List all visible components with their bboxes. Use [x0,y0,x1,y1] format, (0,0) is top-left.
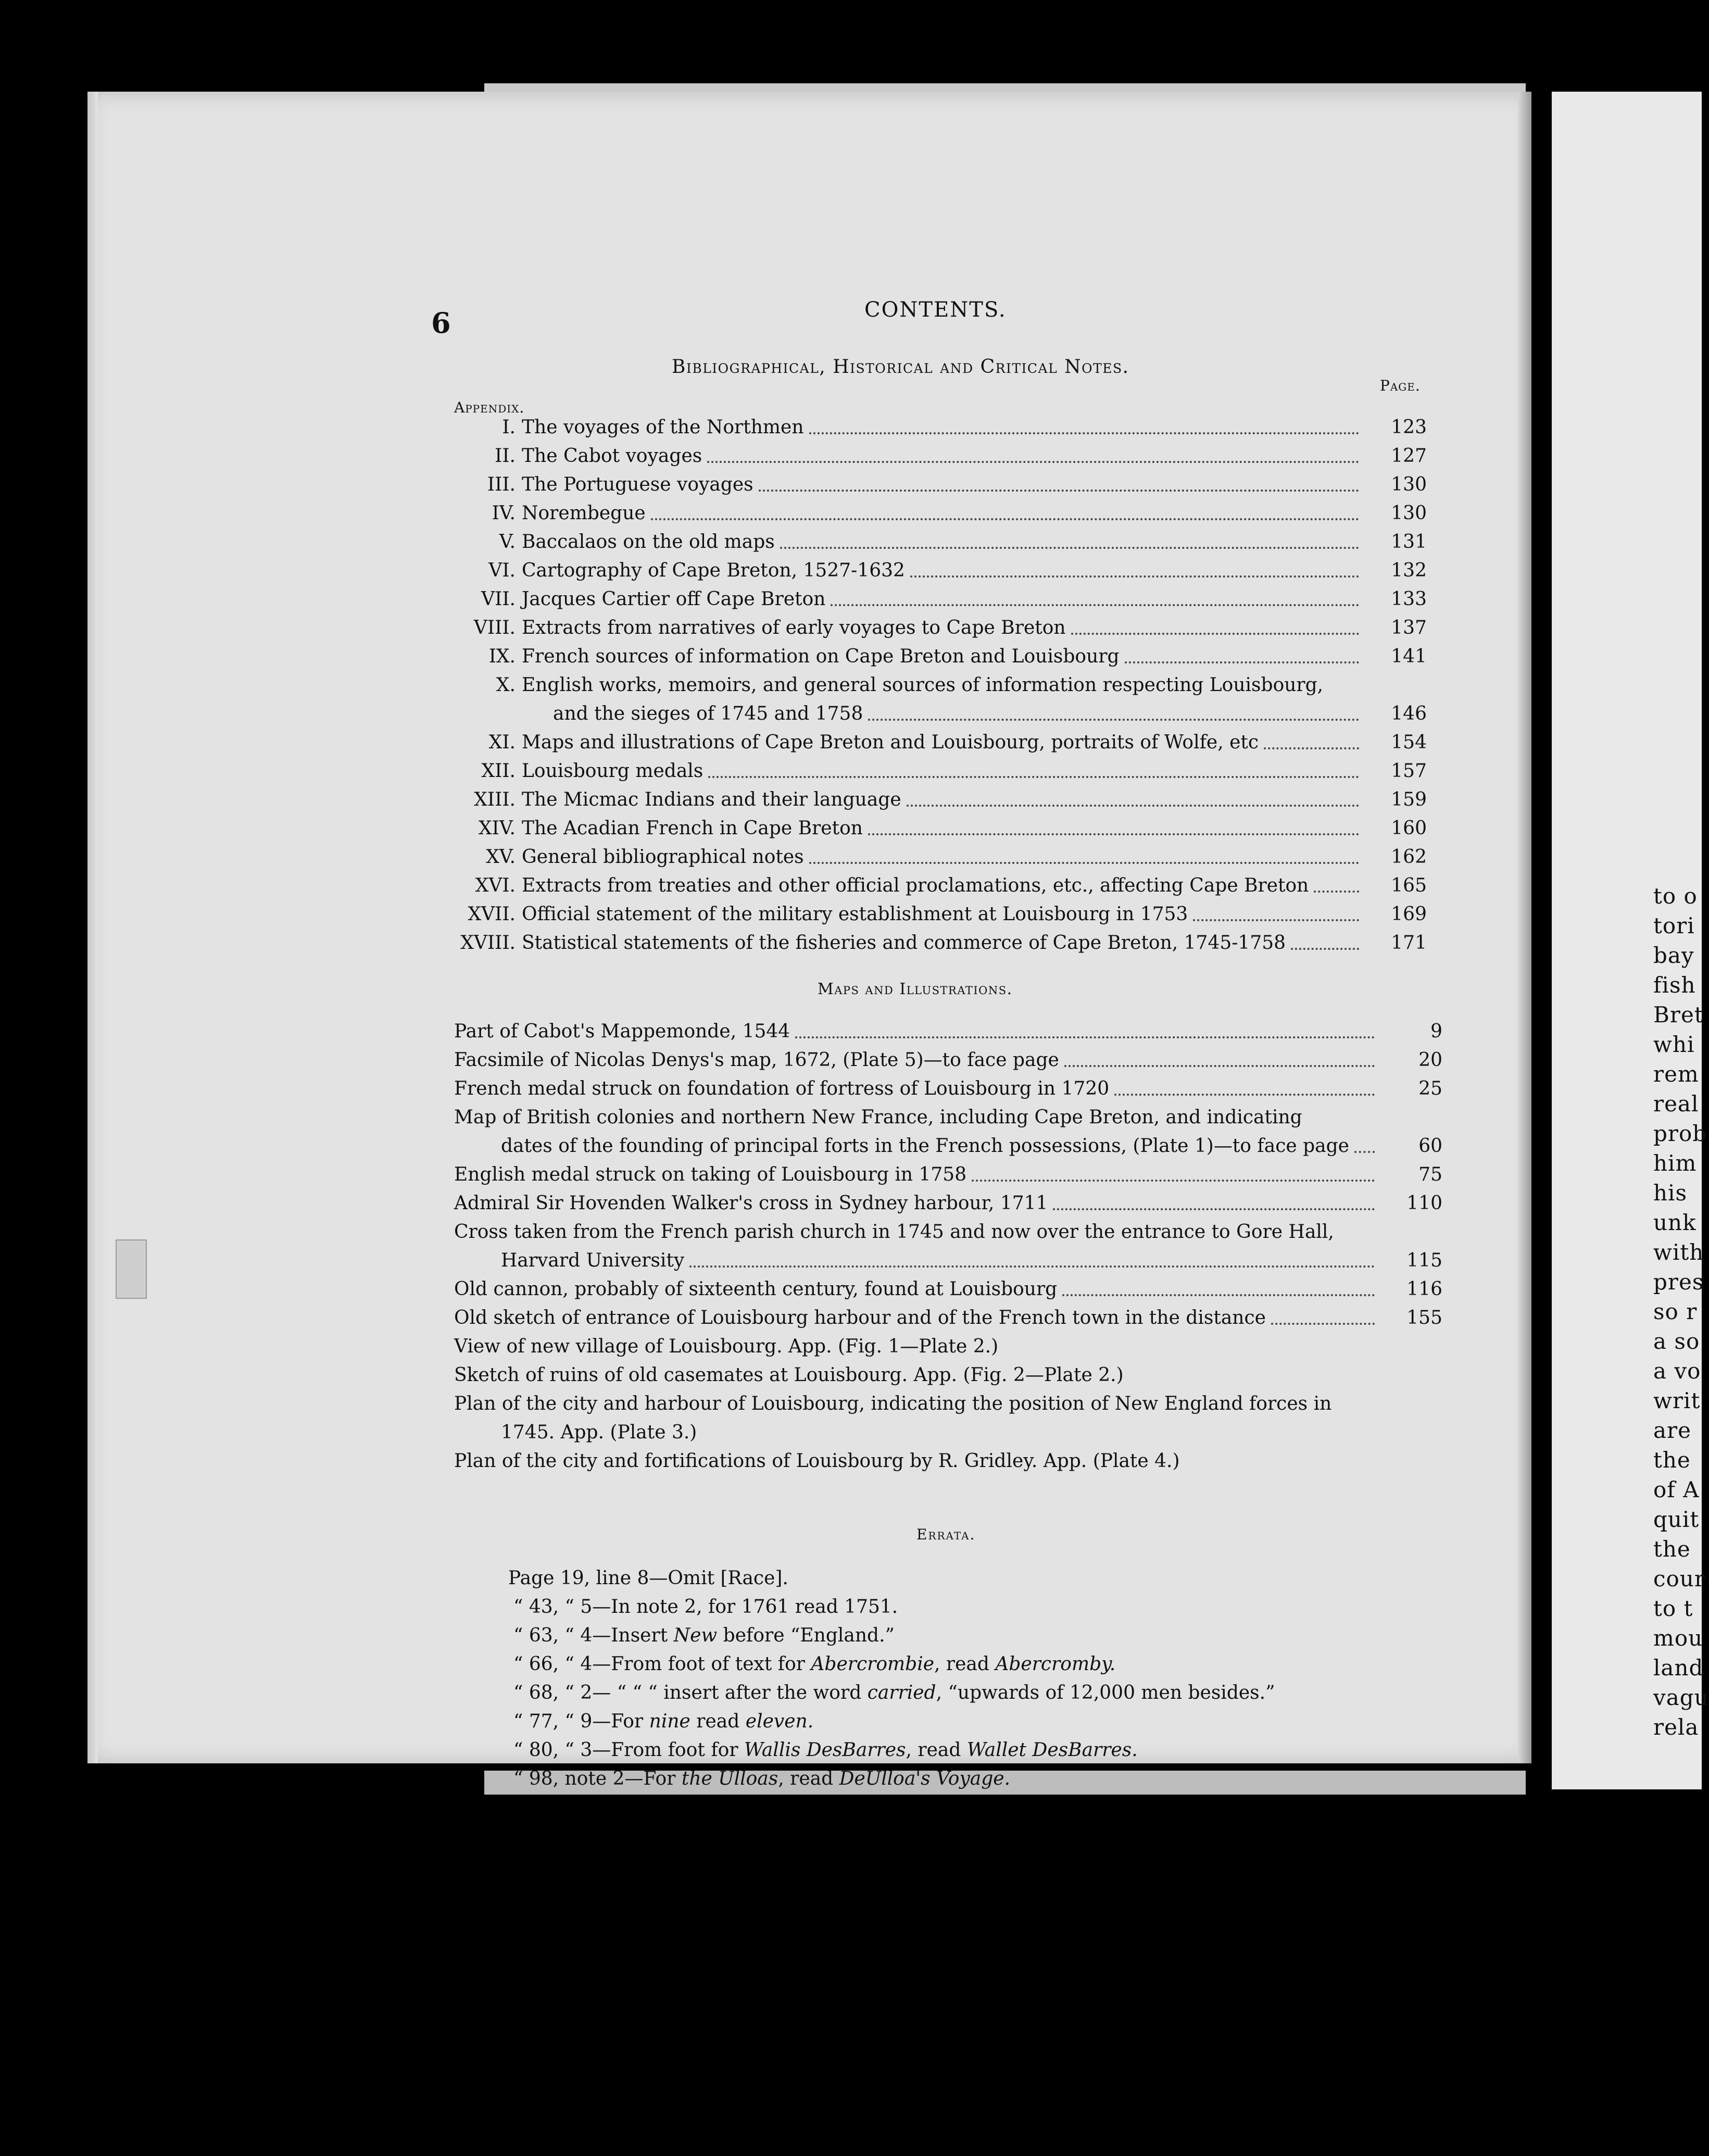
entry-title: Cartography of Cape Breton, 1527-1632 [522,560,905,581]
dot-leader [759,490,1359,492]
facing-text-line: a so [1653,1328,1700,1354]
contents-entry [468,904,1364,929]
dot-leader [809,862,1359,864]
entry-page-number: 141 [1391,646,1427,667]
errata-text: , read [778,1768,839,1789]
entry-title: Baccalaos on the old maps [522,531,775,553]
errata-entry [513,1625,895,1646]
dot-leader [1064,1065,1375,1067]
illustration-entry [454,1107,1380,1132]
illustration-page-number: 110 [1406,1193,1442,1214]
errata-entry [513,1711,813,1732]
entry-page-number: 146 [1391,703,1427,724]
errata-italic-text: New [673,1625,718,1646]
illustration-entry [454,1078,1380,1103]
errata-text: “ 77, “ 9—For [513,1711,649,1732]
dot-leader [651,518,1359,520]
entry-title: and the sieges of 1745 and 1758 [553,703,863,724]
entry-page-number: 137 [1391,617,1427,638]
entry-page-number: 123 [1391,417,1427,438]
dot-leader [1114,1094,1375,1096]
entry-page-number: 130 [1391,474,1427,495]
page-column-label: Page. [1380,377,1421,394]
dot-leader [1271,1323,1375,1325]
entry-title: Louisbourg medals [522,760,703,782]
facing-text-line: with [1653,1239,1704,1265]
facing-page [1552,92,1709,1789]
errata-text: “ 68, “ 2— “ “ “ insert after the word [513,1682,868,1703]
errata-text: Page 19, line 8—Omit [Race]. [508,1568,788,1589]
contents-entry [492,503,1364,528]
entry-page-number: 169 [1391,904,1427,925]
errata-italic-text: carried [867,1682,936,1703]
page-left-edge [87,92,98,1763]
illustration-title: Harvard University [501,1250,685,1271]
appendix-number: XIII. [474,789,516,810]
errata-text: “ 63, “ 4—Insert [513,1625,674,1646]
dot-leader [1291,948,1359,950]
errata-text: before “England.” [717,1625,895,1646]
facing-text-line: the [1653,1447,1691,1473]
illustration-entry [454,1336,1380,1361]
entry-page-number: 130 [1391,503,1427,524]
illustration-title: Plan of the city and harbour of Louisbourg, indicating the position of New England forces in [454,1393,1332,1414]
contents-entry [473,617,1364,642]
entry-page-number: 127 [1391,445,1427,467]
appendix-number: XVIII. [460,932,516,954]
appendix-number: XVII. [468,904,516,925]
errata-entry [513,1596,898,1618]
facing-text-line: quit [1653,1507,1700,1532]
illustration-page-number: 9 [1430,1021,1442,1042]
appendix-number: XII. [481,760,516,782]
contents-entry [488,732,1364,757]
appendix-number: XIV. [479,818,516,839]
facing-text-line: Bret [1653,1002,1704,1027]
dot-leader [1071,633,1359,635]
contents-entry [488,646,1364,671]
appendix-number: II. [495,445,516,467]
entry-title: Statistical statements of the fisheries and commerce of Cape Breton, 1745-1758 [522,932,1286,954]
contents-entry [487,474,1364,499]
dot-leader [910,575,1359,578]
appendix-number: XI. [488,732,516,753]
dot-leader [795,1036,1375,1038]
entry-title: The Acadian French in Cape Breton [522,818,863,839]
errata-italic-text: Abercromby. [995,1653,1116,1675]
errata-italic-text: the Ulloas [681,1768,778,1789]
illustration-page-number: 60 [1418,1135,1442,1157]
entry-title: Official statement of the military establishment at Louisbourg in 1753 [522,904,1188,925]
entry-page-number: 160 [1391,818,1427,839]
facing-text-line: prob [1653,1121,1707,1146]
illustration-entry [454,1221,1380,1246]
errata-text: “ 98, note 2—For [513,1768,682,1789]
illustration-title: French medal struck on foundation of fortress of Louisbourg in 1720 [454,1078,1110,1099]
dot-leader [1354,1151,1375,1153]
facing-text-line: land [1653,1655,1704,1681]
illustration-entry [454,1164,1380,1189]
entry-page-number: 154 [1391,732,1427,753]
appendix-number: VI. [488,560,516,581]
dot-leader [708,776,1359,778]
entry-page-number: 132 [1391,560,1427,581]
illustration-entry [454,1393,1380,1418]
entry-page-number: 159 [1391,789,1427,810]
entry-page-number: 165 [1391,875,1427,896]
facing-text-line: whi [1653,1032,1695,1057]
contents-entry [495,445,1364,470]
errata-entry [513,1682,1275,1703]
facing-text-line: the [1653,1536,1691,1562]
illustration-entry [454,1135,1380,1160]
errata-text: “ 80, “ 3—From foot for [513,1739,744,1761]
appendix-number: XVI. [475,875,516,896]
maps-section-heading: Maps and Illustrations. [818,980,1013,998]
contents-entry [488,560,1364,585]
illustration-page-number: 25 [1418,1078,1442,1099]
facing-text-line: real [1653,1091,1699,1117]
entry-page-number: 157 [1391,760,1427,782]
running-head: CONTENTS. [864,298,1007,322]
illustration-title: Cross taken from the French parish church in 1745 and now over the entrance to Gore Hall, [454,1221,1334,1243]
illustration-page-number: 75 [1418,1164,1442,1185]
illustration-title: Map of British colonies and northern New France, including Cape Breton, and indicating [454,1107,1302,1128]
facing-text-line: his [1653,1180,1688,1206]
dot-leader [809,432,1359,434]
facing-text-line: fish [1653,972,1696,998]
errata-italic-text: DeUlloa's Voyage. [839,1768,1011,1789]
facing-text-line: a vo [1653,1358,1701,1384]
facing-text-line: so r [1653,1299,1698,1324]
errata-italic-text: Abercrombie [811,1653,935,1675]
facing-text-line: rem [1653,1061,1699,1087]
dot-leader [1264,747,1359,749]
entry-title: Norembegue [522,503,646,524]
errata-heading: Errata. [916,1526,976,1543]
errata-italic-text: nine [649,1711,690,1732]
errata-entry [508,1568,788,1589]
facing-text-line: of A [1653,1477,1700,1502]
facing-text-line: to t [1653,1596,1693,1621]
facing-text-line: mou [1653,1625,1703,1651]
entry-title: The Cabot voyages [522,445,702,467]
illustration-title: Sketch of ruins of old casemates at Louisbourg. App. (Fig. 2—Plate 2.) [454,1364,1124,1386]
contents-entry [481,760,1364,785]
dot-leader [868,833,1359,835]
contents-entry [502,417,1364,442]
errata-text: , read [934,1653,996,1675]
illustration-entry [454,1422,1380,1447]
errata-text: read [690,1711,746,1732]
dot-leader [907,805,1359,807]
entry-title: The Portuguese voyages [522,474,753,495]
dot-leader [707,461,1359,463]
appendix-number: VII. [481,588,516,610]
errata-entry [513,1739,1138,1761]
page-gutter-shadow [1518,92,1531,1763]
illustration-title: Facsimile of Nicolas Denys's map, 1672, (Plate 5)—to face page [454,1049,1059,1071]
entry-title: Jacques Cartier off Cape Breton [522,588,826,610]
dot-leader [868,719,1359,721]
appendix-number: V. [499,531,516,553]
contents-entry [474,789,1364,814]
entry-title: Extracts from narratives of early voyages to Cape Breton [522,617,1066,638]
dot-leader [1125,661,1359,663]
illustration-entry [454,1021,1380,1046]
illustration-title: 1745. App. (Plate 3.) [501,1422,697,1443]
dot-leader [689,1265,1375,1268]
contents-entry [522,703,1364,728]
facing-text-line: rela [1653,1714,1699,1740]
illustration-entry [454,1250,1380,1275]
contents-entry [496,674,1364,699]
appendix-number: XV. [486,846,516,868]
appendix-number: X. [496,674,516,696]
illustration-entry [454,1049,1380,1074]
illustration-title: Old sketch of entrance of Louisbourg harbour and of the French town in the distance [454,1307,1266,1328]
illustration-title: Part of Cabot's Mappemonde, 1544 [454,1021,790,1042]
facing-text-line: him [1653,1150,1697,1176]
facing-text-line: unk [1653,1210,1697,1235]
facing-text-line: pres [1653,1269,1704,1295]
illustration-title: English medal struck on taking of Louisbourg in 1758 [454,1164,967,1185]
entry-title: The voyages of the Northmen [522,417,804,438]
entry-title: French sources of information on Cape Breton and Louisbourg [522,646,1120,667]
contents-entry [460,932,1364,957]
illustration-page-number: 116 [1406,1278,1442,1300]
facing-text-line: cour [1653,1566,1705,1591]
facing-text-line: to o [1653,883,1698,909]
appendix-number: I. [502,417,516,438]
facing-text-line: writ [1653,1388,1701,1413]
illustration-title: View of new village of Louisbourg. App. (Fig. 1—Plate 2.) [454,1336,999,1357]
entry-page-number: 171 [1391,932,1427,954]
errata-entry [513,1653,1115,1675]
dot-leader [780,547,1359,549]
appendix-number: IX. [488,646,516,667]
illustration-page-number: 115 [1406,1250,1442,1271]
page-number: 6 [431,306,451,340]
notes-section-heading: Bibliographical, Historical and Critical Notes. [672,356,1129,378]
entry-page-number: 133 [1391,588,1427,610]
appendix-column-label: Appendix. [454,399,525,416]
illustration-page-number: 155 [1406,1307,1442,1328]
errata-italic-text: Wallet DesBarres. [966,1739,1138,1761]
contents-entry [486,846,1364,871]
contents-entry [475,875,1364,900]
illustration-title: Plan of the city and fortifications of Louisbourg by R. Gridley. App. (Plate 4.) [454,1450,1180,1472]
entry-title: The Micmac Indians and their language [522,789,901,810]
errata-italic-text: eleven. [745,1711,814,1732]
dot-leader [1314,891,1359,893]
illustration-entry [454,1364,1380,1389]
entry-title: Extracts from treaties and other official proclamations, etc., affecting Cape Breton [522,875,1309,896]
facing-text-line: are [1653,1418,1691,1443]
errata-text: “ 66, “ 4—From foot of text for [513,1653,811,1675]
facing-text-line: tori [1653,913,1695,938]
contents-entry [499,531,1364,556]
dot-leader [831,604,1359,606]
illustration-entry [454,1450,1380,1475]
contents-entry [481,588,1364,613]
illustration-entry [454,1278,1380,1303]
errata-italic-text: Wallis DesBarres [744,1739,906,1761]
facing-text-line: vagu [1653,1685,1709,1710]
entry-title: English works, memoirs, and general sources of information respecting Louisbourg, [522,674,1324,696]
errata-entry [513,1768,1010,1789]
errata-text: , read [906,1739,967,1761]
paper-tab-marker [116,1239,147,1299]
contents-entry [479,818,1364,843]
appendix-number: IV. [492,503,516,524]
dot-leader [972,1180,1375,1182]
facing-text-line: bay [1653,943,1694,968]
dot-leader [1062,1294,1375,1296]
illustration-title: Old cannon, probably of sixteenth century, found at Louisbourg [454,1278,1058,1300]
entry-page-number: 162 [1391,846,1427,868]
appendix-number: VIII. [473,617,516,638]
errata-text: “ 43, “ 5—In note 2, for 1761 read 1751. [513,1596,898,1618]
appendix-number: III. [487,474,516,495]
entry-title: General bibliographical notes [522,846,804,868]
illustration-entry [454,1307,1380,1332]
errata-text: , “upwards of 12,000 men besides.” [936,1682,1275,1703]
dot-leader [1193,919,1359,921]
illustration-entry [454,1193,1380,1218]
dot-leader [1053,1208,1375,1210]
illustration-page-number: 20 [1418,1049,1442,1071]
entry-title: Maps and illustrations of Cape Breton and Louisbourg, portraits of Wolfe, etc [522,732,1259,753]
entry-page-number: 131 [1391,531,1427,553]
illustration-title: Admiral Sir Hovenden Walker's cross in Sydney harbour, 1711 [454,1193,1048,1214]
illustration-title: dates of the founding of principal forts in the French possessions, (Plate 1)—to face page [501,1135,1349,1157]
